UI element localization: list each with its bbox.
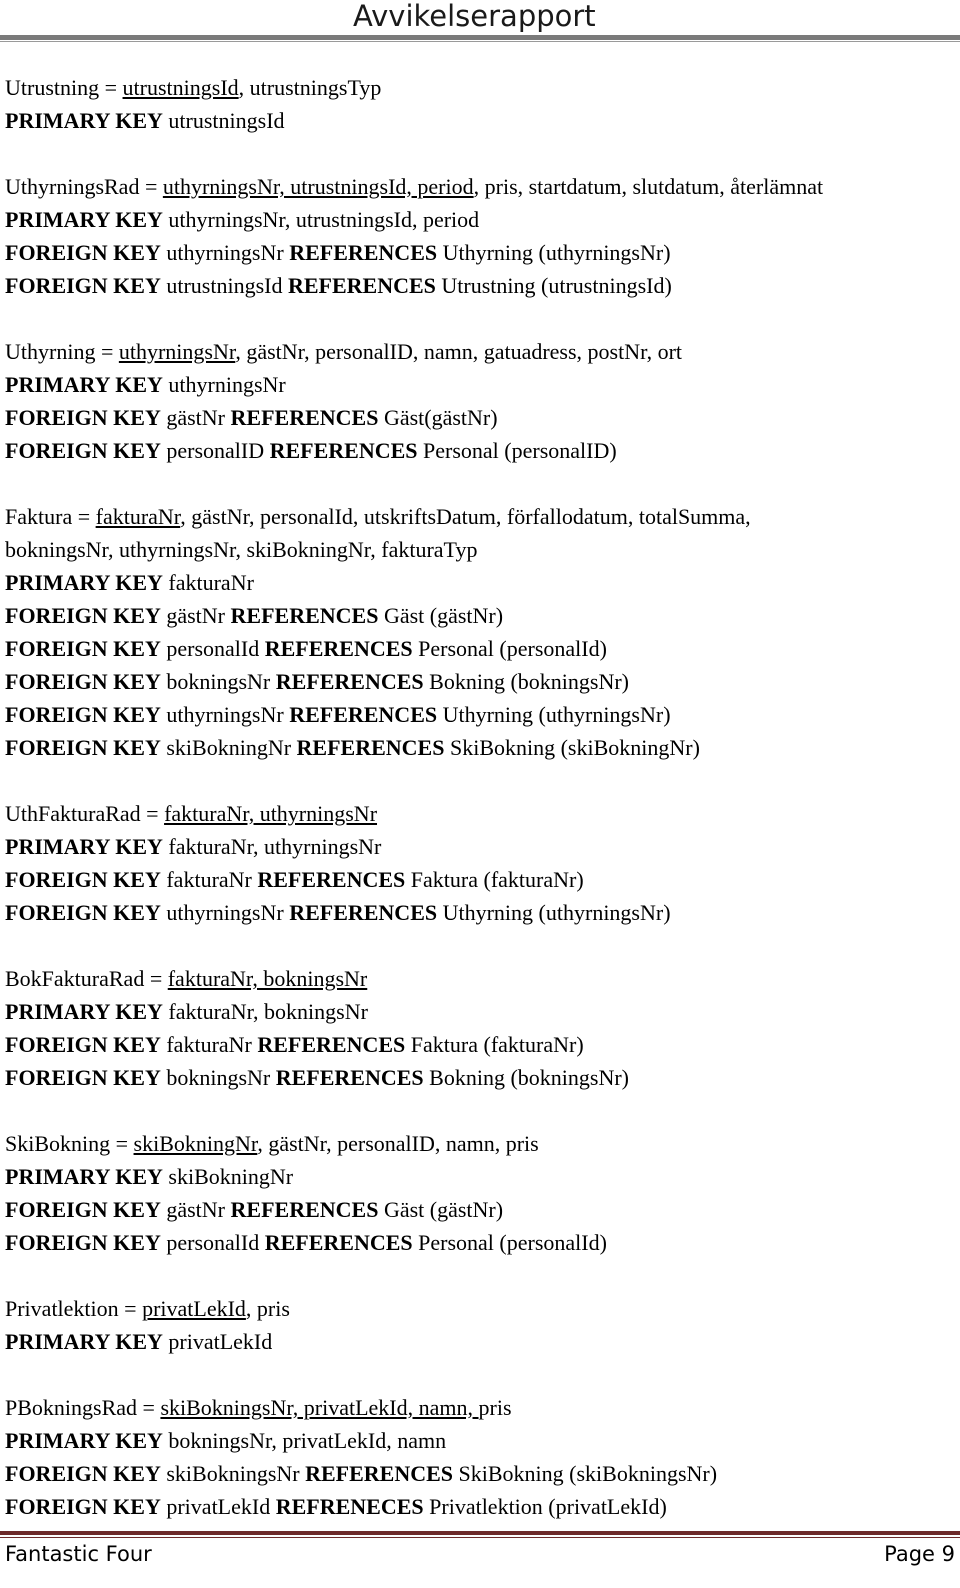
references-keyword: REFRENECES (275, 1494, 424, 1519)
header-rule (0, 35, 960, 40)
primary-key-line (5, 1160, 955, 1193)
foreign-key-line (5, 401, 955, 434)
foreign-key-line (5, 236, 955, 269)
constraint-columns: fakturaNr (160, 1032, 258, 1057)
relation-name: SkiBokning = (5, 1131, 134, 1156)
primary-key-keyword: PRIMARY KEY (5, 108, 163, 133)
foreign-key-line (5, 434, 955, 467)
relation-name: UthyrningsRad = (5, 174, 163, 199)
relation-attributes: , pris, startdatum, slutdatum, återlämnat (473, 174, 824, 199)
references-keyword: REFERENCES (296, 735, 445, 760)
references-keyword: REFERENCES (257, 867, 406, 892)
referenced-table: SkiBokning (skiBokningsNr) (453, 1461, 718, 1486)
referenced-table: Uthyrning (uthyrningsNr) (437, 702, 671, 727)
foreign-key-keyword: FOREIGN KEY (5, 669, 161, 694)
foreign-key-line (5, 1226, 955, 1259)
constraint-columns: gästNr (160, 1197, 231, 1222)
relation-key-attributes: skiBokningNr (133, 1131, 258, 1156)
constraint-columns: skiBokningNr (160, 735, 297, 760)
primary-key-keyword: PRIMARY KEY (5, 999, 163, 1024)
foreign-key-line (5, 1457, 955, 1490)
header-rule-thin (0, 41, 960, 42)
relation-block (5, 1127, 955, 1259)
constraint-columns: privatLekId (162, 1329, 273, 1354)
relation-definition-continued (5, 533, 955, 566)
page-number: Page 9 (884, 1542, 955, 1566)
references-keyword: REFERENCES (275, 1065, 424, 1090)
referenced-table: Faktura (fakturaNr) (405, 867, 584, 892)
relation-attributes: , gästNr, personalId, utskriftsDatum, förfallodatum, totalSumma, (180, 504, 751, 529)
references-keyword: REFERENCES (289, 702, 438, 727)
primary-key-keyword: PRIMARY KEY (5, 1329, 163, 1354)
referenced-table: Bokning (bokningsNr) (423, 1065, 629, 1090)
constraint-columns: bokningsNr (160, 1065, 276, 1090)
references-keyword: REFERENCES (230, 405, 379, 430)
relation-key-attributes: privatLekId (142, 1296, 246, 1321)
foreign-key-keyword: FOREIGN KEY (5, 438, 161, 463)
referenced-table: Uthyrning (uthyrningsNr) (437, 240, 671, 265)
relation-definition (5, 335, 955, 368)
relation-attributes: , utrustningsTyp (238, 75, 382, 100)
foreign-key-line (5, 269, 955, 302)
constraint-columns: gästNr (160, 603, 231, 628)
relation-block (5, 500, 955, 764)
references-keyword: REFERENCES (275, 669, 424, 694)
references-keyword: REFERENCES (257, 1032, 406, 1057)
foreign-key-keyword: FOREIGN KEY (5, 1065, 161, 1090)
document-body (5, 71, 955, 1556)
foreign-key-keyword: FOREIGN KEY (5, 636, 161, 661)
constraint-columns: bokningsNr (160, 669, 276, 694)
relation-key-attributes: uthyrningsNr, utrustningsId, period (162, 174, 474, 199)
relation-block (5, 71, 955, 137)
primary-key-keyword: PRIMARY KEY (5, 834, 163, 859)
primary-key-line (5, 1424, 955, 1457)
references-keyword: REFERENCES (287, 273, 436, 298)
relation-attributes: , pris (245, 1296, 290, 1321)
constraint-columns: utrustningsId (162, 108, 285, 133)
primary-key-line (5, 368, 955, 401)
relation-key-attributes: fakturaNr, bokningsNr (167, 966, 368, 991)
constraint-columns: privatLekId (160, 1494, 276, 1519)
relation-name: Faktura = (5, 504, 96, 529)
relation-key-attributes: skiBokningsNr, privatLekId, namn, (160, 1395, 479, 1420)
relation-block (5, 170, 955, 302)
relation-block (5, 335, 955, 467)
foreign-key-keyword: FOREIGN KEY (5, 240, 161, 265)
primary-key-keyword: PRIMARY KEY (5, 570, 163, 595)
references-keyword: REFERENCES (305, 1461, 454, 1486)
primary-key-line (5, 104, 955, 137)
primary-key-line (5, 1325, 955, 1358)
foreign-key-keyword: FOREIGN KEY (5, 900, 161, 925)
references-keyword: REFERENCES (264, 1230, 413, 1255)
referenced-table: Uthyrning (uthyrningsNr) (437, 900, 671, 925)
constraint-columns: skiBokningNr (162, 1164, 294, 1189)
foreign-key-line (5, 698, 955, 731)
constraint-columns: fakturaNr (160, 867, 258, 892)
primary-key-line (5, 995, 955, 1028)
referenced-table: Gäst (gästNr) (378, 603, 504, 628)
relation-definition (5, 962, 955, 995)
references-keyword: REFERENCES (269, 438, 418, 463)
relation-key-attributes: uthyrningsNr (118, 339, 236, 364)
constraint-columns: bokningsNr, privatLekId, namn (162, 1428, 447, 1453)
foreign-key-keyword: FOREIGN KEY (5, 702, 161, 727)
foreign-key-line (5, 1061, 955, 1094)
relation-name: Utrustning = (5, 75, 123, 100)
relation-attributes: , gästNr, personalID, namn, pris (257, 1131, 539, 1156)
relation-definition (5, 1127, 955, 1160)
relation-name: UthFakturaRad = (5, 801, 165, 826)
relation-definition (5, 1391, 955, 1424)
relation-name: Privatlektion = (5, 1296, 143, 1321)
foreign-key-keyword: FOREIGN KEY (5, 1230, 161, 1255)
primary-key-line (5, 203, 955, 236)
footer-title: Fantastic Four (5, 1542, 152, 1566)
constraint-columns: skiBokningsNr (160, 1461, 306, 1486)
foreign-key-keyword: FOREIGN KEY (5, 1032, 161, 1057)
relation-block (5, 962, 955, 1094)
foreign-key-line (5, 665, 955, 698)
foreign-key-keyword: FOREIGN KEY (5, 1197, 161, 1222)
foreign-key-line (5, 632, 955, 665)
constraint-columns: fakturaNr, uthyrningsNr (162, 834, 382, 859)
references-keyword: REFERENCES (264, 636, 413, 661)
references-keyword: REFERENCES (230, 603, 379, 628)
relation-definition (5, 71, 955, 104)
primary-key-keyword: PRIMARY KEY (5, 372, 163, 397)
foreign-key-line (5, 731, 955, 764)
relation-block (5, 797, 955, 929)
foreign-key-line (5, 1193, 955, 1226)
foreign-key-keyword: FOREIGN KEY (5, 405, 161, 430)
footer-rule-thin (0, 1537, 960, 1538)
references-keyword: REFERENCES (289, 900, 438, 925)
relation-block (5, 1391, 955, 1523)
foreign-key-line (5, 863, 955, 896)
foreign-key-line (5, 599, 955, 632)
foreign-key-line (5, 896, 955, 929)
relation-block (5, 1292, 955, 1358)
constraint-columns: uthyrningsNr (162, 372, 286, 397)
relation-name: Uthyrning = (5, 339, 119, 364)
referenced-table: Bokning (bokningsNr) (423, 669, 629, 694)
referenced-table: Gäst (gästNr) (378, 1197, 504, 1222)
relation-definition (5, 170, 955, 203)
relation-attributes: pris (478, 1395, 512, 1420)
constraint-columns: personalId (160, 1230, 265, 1255)
referenced-table: Utrustning (utrustningsId) (435, 273, 672, 298)
primary-key-keyword: PRIMARY KEY (5, 1428, 163, 1453)
referenced-table: Faktura (fakturaNr) (405, 1032, 584, 1057)
relation-definition (5, 797, 955, 830)
foreign-key-keyword: FOREIGN KEY (5, 1494, 161, 1519)
primary-key-line (5, 566, 955, 599)
relation-name: BokFakturaRad = (5, 966, 168, 991)
constraint-columns: personalID (160, 438, 270, 463)
foreign-key-keyword: FOREIGN KEY (5, 867, 161, 892)
foreign-key-keyword: FOREIGN KEY (5, 735, 161, 760)
referenced-table: SkiBokning (skiBokningNr) (444, 735, 700, 760)
relation-attributes: , gästNr, personalID, namn, gatuadress, postNr, ort (235, 339, 683, 364)
constraint-columns: uthyrningsNr (160, 702, 290, 727)
footer-rule (0, 1531, 960, 1535)
primary-key-line (5, 830, 955, 863)
constraint-columns: fakturaNr (162, 570, 254, 595)
relation-definition (5, 1292, 955, 1325)
referenced-table: Personal (personalId) (412, 636, 607, 661)
constraint-columns: uthyrningsNr (160, 900, 290, 925)
constraint-columns: uthyrningsNr (160, 240, 290, 265)
relation-name: PBokningsRad = (5, 1395, 161, 1420)
foreign-key-keyword: FOREIGN KEY (5, 273, 161, 298)
relation-definition (5, 500, 955, 533)
relation-key-attributes: utrustningsId (122, 75, 239, 100)
relation-attributes: bokningsNr, uthyrningsNr, skiBokningNr, fakturaTyp (5, 537, 478, 562)
constraint-columns: personalId (160, 636, 265, 661)
constraint-columns: utrustningsId (160, 273, 288, 298)
primary-key-keyword: PRIMARY KEY (5, 207, 163, 232)
referenced-table: Personal (personalId) (412, 1230, 607, 1255)
referenced-table: Gäst(gästNr) (378, 405, 498, 430)
constraint-columns: uthyrningsNr, utrustningsId, period (162, 207, 480, 232)
foreign-key-line (5, 1490, 955, 1523)
constraint-columns: fakturaNr, bokningsNr (162, 999, 368, 1024)
relation-key-attributes: fakturaNr, uthyrningsNr (164, 801, 378, 826)
primary-key-keyword: PRIMARY KEY (5, 1164, 163, 1189)
referenced-table: Privatlektion (privatLekId) (423, 1494, 667, 1519)
references-keyword: REFERENCES (289, 240, 438, 265)
relation-key-attributes: fakturaNr (95, 504, 181, 529)
referenced-table: Personal (personalID) (417, 438, 617, 463)
foreign-key-keyword: FOREIGN KEY (5, 1461, 161, 1486)
references-keyword: REFERENCES (230, 1197, 379, 1222)
foreign-key-keyword: FOREIGN KEY (5, 603, 161, 628)
constraint-columns: gästNr (160, 405, 231, 430)
foreign-key-line (5, 1028, 955, 1061)
page-header-title: Avvikelserapport (353, 0, 596, 33)
